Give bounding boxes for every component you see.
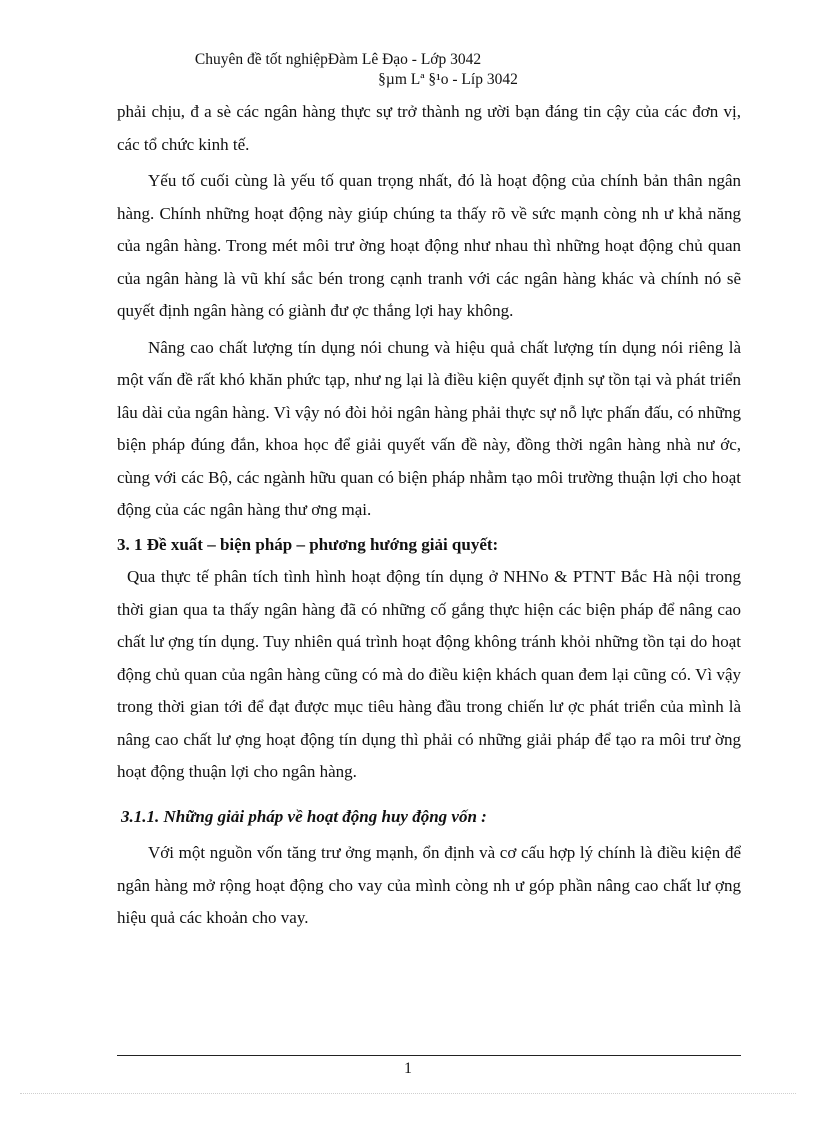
- footer-divider: [117, 1055, 741, 1056]
- section-heading: 3. 1 Đề xuất – biện pháp – phương hướng giải quyết:: [117, 534, 499, 554]
- header-line-1: Chuyên đề tốt nghiệpĐàm Lê Đạo - Lớp 3042: [194, 51, 482, 68]
- page-number: 1: [404, 1060, 412, 1077]
- header-line-2: §µm Lª §¹o - Líp 3042: [378, 71, 518, 88]
- paragraph-3: Nâng cao chất lượng tín dụng nói chung và hiệu quả chất lượng tín dụng nói riêng là một vấn đề rất khó khăn phức tạp, như ng lại là điều kiện quyết định sự tồn tại và phát triển lâu dài của ngân hàng. Vì vậy nó đòi hỏi ngân hàng phải thực sự nỗ lực phấn đấu, có những biện pháp đúng đắn, khoa học để giải quyết vấn đề này, đồng thời ngân hàng nhà nư ớc, cùng với các Bộ, các ngành hữu quan có biện pháp nhằm tạo môi trường thuận lợi cho hoạt động của các ngân hàng thư ơng mại.: [117, 337, 741, 519]
- paragraph-2: Yếu tố cuối cùng là yếu tố quan trọng nhất, đó là hoạt động của chính bản thân ngân hàng. Chính những hoạt động này giúp chúng ta thấy rõ về sức mạnh còng nh ư khả năng của ngân hàng. Trong mét môi trư ờng hoạt động như nhau thì những hoạt động chủ quan của ngân hàng là vũ khí sắc bén trong cạnh tranh với các ngân hàng khác và chính nó sẽ quyết định ngân hàng có giành đư ợc thắng lợi hay không.: [117, 171, 741, 320]
- paragraph-4: Qua thực tế phân tích tình hình hoạt động tín dụng ở NHNo & PTNT Bắc Hà nội trong thời gian qua ta thấy ngân hàng đã có những cố gắng thực hiện các biện pháp để nâng cao chất lư ợng tín dụng. Tuy nhiên quá trình hoạt động không tránh khỏi những tồn tại do hoạt động chủ quan của ngân hàng cũng có mà do điều kiện khách quan đem lại cũng có. Vì vậy trong thời gian tới để đạt được mục tiêu hàng đầu trong chiến lư ợc phát triển của mình là nâng cao chất lư ợng hoạt động tín dụng thì phải có những giải pháp để tạo ra môi trư ờng hoạt động thuận lợi cho ngân hàng.: [117, 567, 741, 781]
- subsection-heading: 3.1.1. Những giải pháp về hoạt động huy động vốn :: [121, 806, 487, 826]
- paragraph-1: phải chịu, đ a sè các ngân hàng thực sự trở thành ng ười bạn đáng tin cậy của các đơn vị, các tổ chức kinh tế.: [117, 102, 741, 154]
- page-edge-divider: [20, 1093, 796, 1094]
- page-header: [0, 50, 816, 90]
- document-body: [117, 96, 741, 935]
- paragraph-5: Với một nguồn vốn tăng trư ởng mạnh, ổn định và cơ cấu hợp lý chính là điều kiện để ngân hàng mở rộng hoạt động cho vay của mình còng nh ư góp phần nâng cao chất lư ợng hiệu quả các khoản cho vay.: [117, 843, 741, 927]
